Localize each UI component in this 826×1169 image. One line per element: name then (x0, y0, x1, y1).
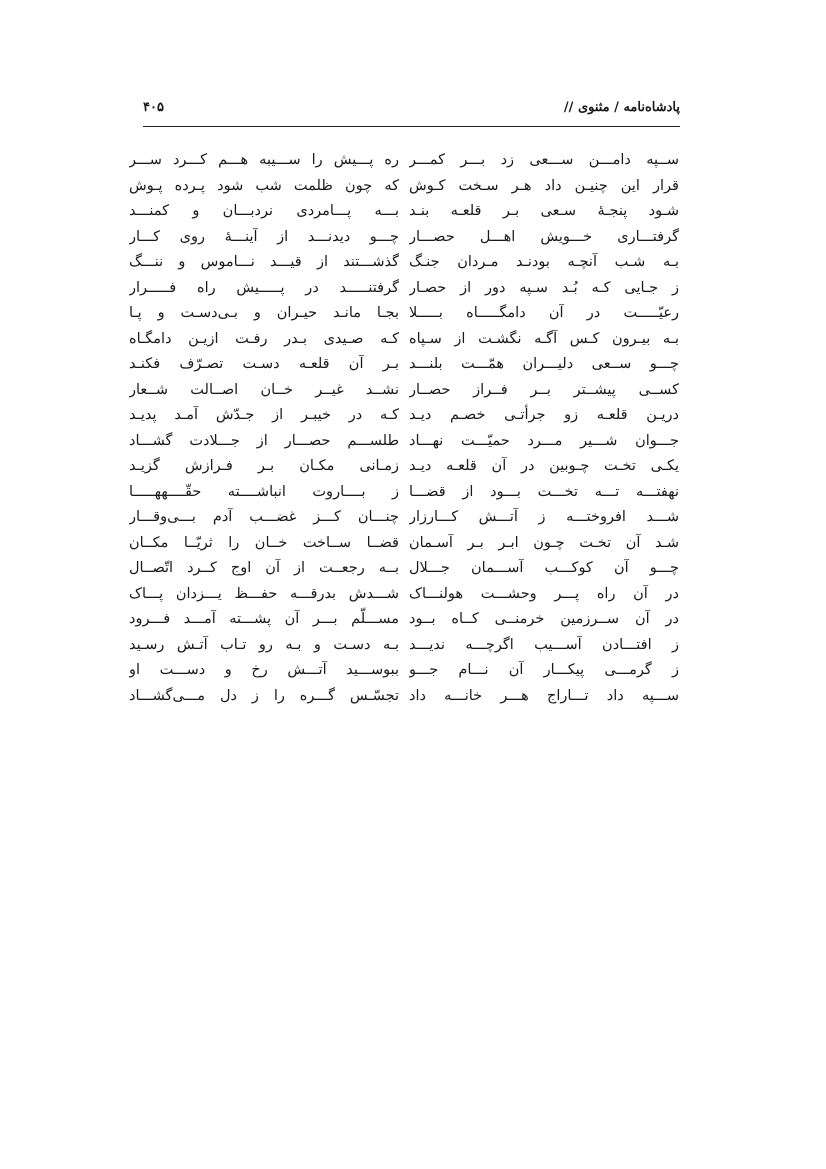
page-number: ۴۰۵ (143, 100, 164, 115)
verse-column-left (129, 148, 399, 709)
verse-right-hemistich-9: چـــو ســعی دلیـــران همّـــت بلنـــد (409, 356, 679, 372)
verse-right-hemistich-1: ســپه دامـــن ســـعی زد بـــر کمـــر (409, 152, 679, 168)
verse-right-hemistich-15: شـــد افروختـــه ز آتـــش کـــارزار (409, 509, 679, 525)
running-header (143, 100, 680, 122)
verse-left-hemistich-13: زمـانی مکـان بـر فـرازش گزیـد (129, 458, 399, 474)
verse-left-hemistich-10: نشــد غیــر خــان اصــالت شــعار (129, 381, 399, 398)
verse-right-hemistich-18: در آن راه پـــر وحشـــت هولنـــاک (409, 585, 679, 602)
verse-right-hemistich-20: ز افتـــادن آســـیب اگرچـــه ندیـــد (409, 636, 679, 653)
verse-left-hemistich-17: بــه رجعــت از آن اوج کــرد اتّصــال (129, 560, 399, 576)
verse-left-hemistich-22: تجسّـس گـــره را ز دل مـــی‌گشـــاد (129, 687, 399, 704)
verse-left-hemistich-6: گرفتنـــــد در پـــــیش راه فـــــرار (129, 279, 399, 296)
verse-right-hemistich-17: چـــو آن کوکـــب آســـمان جـــلال (409, 560, 679, 576)
verse-left-hemistich-11: کـه در خیبـر از جـدّش آمـد پدیـد (129, 407, 399, 423)
verse-left-hemistich-14: ز بــــاروت انباشــــته حقّــــههـــــا (129, 483, 399, 500)
verse-left-hemistich-15: چنـــان کـــز غضـــب آدم بـــی‌وقـــار (129, 509, 399, 525)
verse-left-hemistich-2: که چون ظلمت شب شود پـرده پـوش (129, 177, 399, 194)
verse-left-hemistich-19: مســـلّم بـــر آن پشـــته آمـــد فـــرود (129, 611, 399, 627)
verse-left-hemistich-7: بجـا مانـد حیـران و بـی‌دسـت و پـا (129, 305, 399, 321)
verse-right-hemistich-2: قرار این چنیـن داد هـر سـخت کـوش (409, 177, 679, 194)
verse-left-hemistich-18: شـــدش بدرقـــه حفـــظ یـــزدان پـــاک (129, 585, 399, 602)
verse-left-hemistich-12: طلســـم حصـــار از جـــلادت گشـــاد (129, 432, 399, 449)
verse-right-hemistich-14: نهفتـــه تـــه تخـــت بـــود از قضـــا (409, 483, 679, 500)
verse-right-hemistich-13: یکـی تخـت چـوبین در آن قلعـه دیـد (409, 458, 679, 474)
running-title: پادشاه‌نامه / مثنوی // (563, 100, 680, 115)
verse-left-hemistich-1: ره پـــیش را ســـیبه هـــم کـــرد ســـر (129, 152, 399, 168)
verse-right-hemistich-3: شـود پنجـهٔ سـعی بـر قلعـه بنـد (409, 203, 679, 219)
verse-right-hemistich-10: کســی پیشــتر بــر فــراز حصــار (409, 381, 679, 398)
verse-right-hemistich-16: شـد آن تخـت چـون ابـر بـر آسـمان (409, 534, 679, 551)
verse-right-hemistich-11: دریـن قلعـه زو جرأتـی خصـم دیـد (409, 407, 679, 423)
verse-right-hemistich-7: رعیّـــــت در آن دامگـــــاه بـــــلا (409, 305, 679, 321)
verse-column-right (409, 148, 679, 709)
verse-left-hemistich-3: بـــه پـــامردی نردبـــان و کمنـــد (129, 203, 399, 219)
verse-right-hemistich-12: جـــوان شـــیر مـــرد حمیّـــت نهـــاد (409, 432, 679, 449)
verse-left-hemistich-9: بـر آن قلعـه دسـت تصـرّف فکنـد (129, 356, 399, 372)
verse-left-hemistich-5: گذشـــتند از قیـــد نـــاموس و ننـــگ (129, 254, 399, 270)
verse-left-hemistich-16: قضــا ســاخت خــان را ثریّــا مکــان (129, 534, 399, 551)
verse-right-hemistich-8: بـه بیـرون کـس آگـه نگشـت از سـپاه (409, 330, 679, 347)
verse-right-hemistich-5: بـه شـب آنچـه بودنـد مـردان جنـگ (409, 254, 679, 270)
verse-left-hemistich-21: ببوســـید آتـــش رخ و دســـت او (129, 662, 399, 678)
verse-right-hemistich-22: ســـپه داد تـــاراج هـــر خانـــه داد (409, 687, 679, 704)
verse-right-hemistich-19: در آن ســرزمین خرمنــی کــاه بــود (409, 611, 679, 627)
verse-right-hemistich-4: گرفتـــاری خـــویش اهـــل حصـــار (409, 228, 679, 245)
verse-left-hemistich-4: چـــو دیدنـــد از آینـــهٔ روی کـــار (129, 228, 399, 245)
header-divider (143, 126, 680, 127)
verse-left-hemistich-20: بـه دسـت و بـه رو تـاب آتـش رسـید (129, 636, 399, 653)
verse-right-hemistich-21: ز گرمـــی پیکـــار آن نـــام جـــو (409, 662, 679, 678)
verse-right-hemistich-6: ز جـایی کـه بُـد سـپه دور از حصـار (409, 279, 679, 296)
verse-left-hemistich-8: کـه صـیدی بـدر رفـت ازیـن دامگـاه (129, 330, 399, 347)
